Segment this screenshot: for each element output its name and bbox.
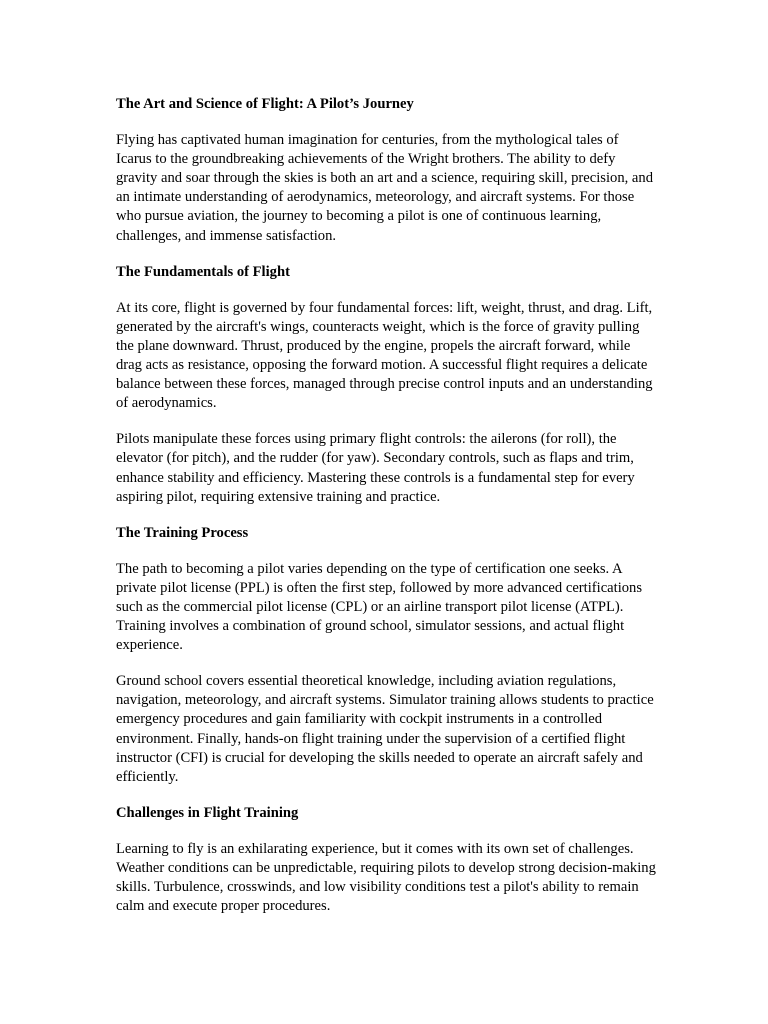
training-paragraph-1: The path to becoming a pilot varies depending on the type of certification one seeks. A private pilot license (PPL) is often the first step, followed by more advanced certifications such as the commercial pilot license (CPL) or an airline transport pilot license (ATPL). Training involves a combination of ground school, simulator sessions, and actual flight experience. — [116, 560, 643, 654]
challenges-paragraph-1: Learning to fly is an exhilarating experience, but it comes with its own set of challenges. Weather conditions can be unpredictable, requiring pilots to develop strong decision-making skills. Turbulence, crosswinds, and low visibility conditions test a pilot's ability to remain calm and execute proper procedures. — [116, 840, 656, 915]
fundamentals-paragraph-1: At its core, flight is governed by four fundamental forces: lift, weight, thrust, and drag. Lift, generated by the aircraft's wings, counteracts weight, which is the force of gravity pulling the plane downward. Thrust, produced by the engine, propels the aircraft forward, while drag acts as resistance, opposing the forward motion. A successful flight requires a delicate balance between these forces, managed through precise control inputs and an understanding of aerodynamics. — [116, 299, 653, 412]
section-heading-fundamentals: The Fundamentals of Flight — [116, 263, 290, 280]
document-page — [116, 95, 656, 933]
section-heading-training: The Training Process — [116, 524, 249, 541]
section-heading-challenges: Challenges in Flight Training — [116, 804, 299, 821]
training-paragraph-2: Ground school covers essential theoretical knowledge, including aviation regulations, navigation, meteorology, and aircraft systems. Simulator training allows students to practice emergency procedures and gain familiarity with cockpit instruments in a controlled environment. Finally, hands-on flight training under the supervision of a certified flight instructor (CFI) is crucial for developing the skills needed to operate an aircraft safely and efficiently. — [116, 673, 654, 785]
document-title: The Art and Science of Flight: A Pilot’s Journey — [116, 96, 414, 112]
intro-paragraph: Flying has captivated human imagination for centuries, from the mythological tales of Icarus to the groundbreaking achievements of the Wright brothers. The ability to defy gravity and soar through the skies is both an art and a science, requiring skill, precision, and an intimate understanding of aerodynamics, meteorology, and aircraft systems. For those who pursue aviation, the journey to becoming a pilot is one of continuous learning, challenges, and immense satisfaction. — [116, 132, 653, 244]
fundamentals-paragraph-2: Pilots manipulate these forces using primary flight controls: the ailerons (for roll), the elevator (for pitch), and the rudder (for yaw). Secondary controls, such as flaps and trim, enhance stability and efficiency. Mastering these controls is a fundamental step for every aspiring pilot, requiring extensive training and practice. — [116, 431, 635, 505]
